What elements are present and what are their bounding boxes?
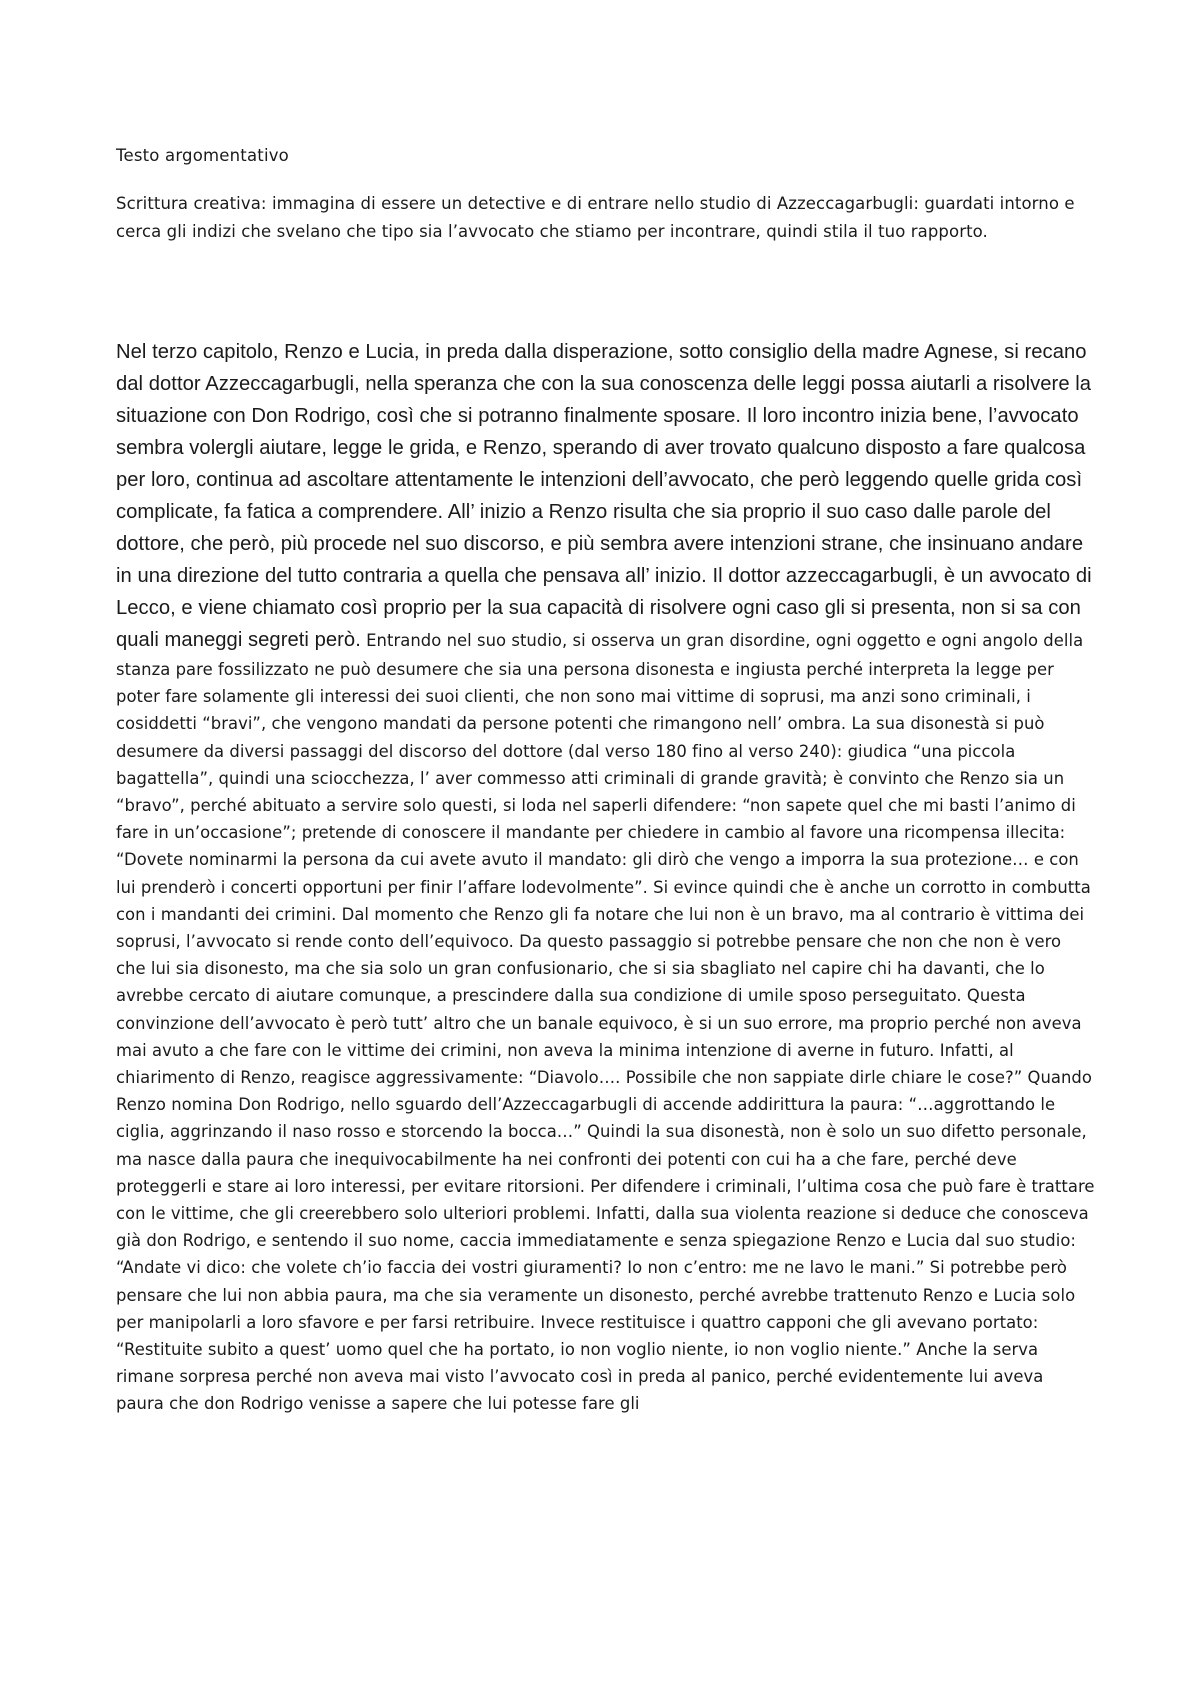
assignment-prompt: Scrittura creativa: immagina di essere un detective e di entrare nello studio di Azzeccagarbugli: guardati intorno e cerca gli indizi che svelano che tipo sia l’avvocato che stiamo per incontrare, quindi stila il tuo rapporto. (116, 194, 1075, 241)
document-heading: Testo argomentativo (116, 146, 289, 165)
essay-lead-paragraph: Nel terzo capitolo, Renzo e Lucia, in preda dalla disperazione, sotto consiglio della madre Agnese, si recano dal dottor Azzeccagarbugli, nella speranza che con la sua conoscenza delle leggi possa aiutarli a risolvere la situazione con Don Rodrigo, così che si potranno finalmente sposare. Il loro incontro inizia bene, l’avvocato sembra volergli aiutare, legge le grida, e Renzo, sperando di aver trovato qualcuno disposto a fare qualcosa per loro, continua ad ascoltare attentamente le intenzioni dell’avvocato, che però leggendo quelle grida così complicate, fa fatica a comprendere. All’ inizio a Renzo risulta che sia proprio il suo caso dalle parole del dottore, che però, più procede nel suo discorso, e più sembra avere intenzioni strane, che insinuano andare in una direzione del tutto contraria a quella che pensava all’ inizio. Il dottor azzeccagarbugli, è un avvocato di Lecco, e viene chiamato così proprio per la sua capacità di risolvere ogni caso gli si presenta, non si sa con quali maneggi segreti però. (116, 341, 1092, 651)
essay-body-paragraph: Entrando nel suo studio, si osserva un gran disordine, ogni oggetto e ogni angolo della stanza pare fossilizzato ne può desumere che sia una persona disonesta e ingiusta perché interpreta la legge per poter fare solamente gli interessi dei suoi clienti, che non sono mai vittime di soprusi, ma anzi sono criminali, i cosiddetti “bravi”, che vengono mandati da persone potenti che rimangono nell’ ombra. La sua disonestà si può desumere da diversi passaggi del discorso del dottore (dal verso 180 fino al verso 240): giudica “una piccola bagattella”, quindi una sciocchezza, l’ aver commesso atti criminali di grande gravità; è convinto che Renzo sia un “bravo”, perché abituato a servire solo questi, si loda nel saperli difendere: “non sapete quel che mi basti l’animo di fare in un’occasione”; pretende di conoscere il mandante per chiedere in cambio al favore una ricompensa illecita: “Dovete nominarmi la persona da cui avete avuto il mandato: gli dirò che vengo a imporra la sua protezione… e con lui prenderò i concerti opportuni per finir l’affare lodevolmente”. Si evince quindi che è anche un corrotto in combutta con i mandanti dei crimini. Dal momento che Renzo gli fa notare che lui non è un bravo, ma al contrario è vittima dei soprusi, l’avvocato si rende conto dell’equivoco. Da questo passaggio si potrebbe pensare che non che non è vero che lui sia disonesto, ma che sia solo un gran confusionario, che si sia sbagliato nel capire chi ha davanti, che lo avrebbe cercato di aiutare comunque, a prescindere dalla sua condizione di umile sposo perseguitato. Questa convinzione dell’avvocato è però tutt’ altro che un banale equivoco, è si un suo errore, ma proprio perché non aveva mai avuto a che fare con le vittime dei crimini, non aveva la minima intenzione di averne in futuro. Infatti, al chiarimento di Renzo, reagisce aggressivamente: “Diavolo…. Possibile che non sappiate dirle chiare le cose?” Quando Renzo nomina Don Rodrigo, nello sguardo dell’Azzeccagarbugli di accende addirittura la paura: “…aggrottando le ciglia, aggrinzando il naso rosso e storcendo la bocca…” Quindi la sua disonestà, non è solo un suo difetto personale, ma nasce dalla paura che inequivocabilmente ha nei confronti dei potenti con cui ha a che fare, perché deve proteggerli e stare ai loro interessi, per evitare ritorsioni. Per difendere i criminali, l’ultima cosa che può fare è trattare con le vittime, che gli creerebbero solo ulteriori problemi. Infatti, dalla sua violenta reazione si deduce che conosceva già don Rodrigo, e sentendo il suo nome, caccia immediatamente e senza spiegazione Renzo e Lucia dal suo studio: “Andate vi dico: che volete ch’io faccia dei vostri giuramenti? Io non c’entro: me ne lavo le mani.” Si potrebbe però pensare che lui non abbia paura, ma che sia veramente un disonesto, perché avrebbe trattenuto Renzo e Lucia solo per manipolarli a loro sfavore e per farsi retribuire. Invece restituisce i quattro capponi che gli avevano portato: “Restituite subito a quest’ uomo quel che ha portato, io non voglio niente, io non voglio niente.” Anche la serva rimane sorpresa perché non aveva mai visto l’avvocato così in preda al panico, perché evidentemente lui aveva paura che don Rodrigo venisse a sapere che lui potesse fare gli (116, 631, 1095, 1414)
essay-text (116, 336, 1096, 1418)
